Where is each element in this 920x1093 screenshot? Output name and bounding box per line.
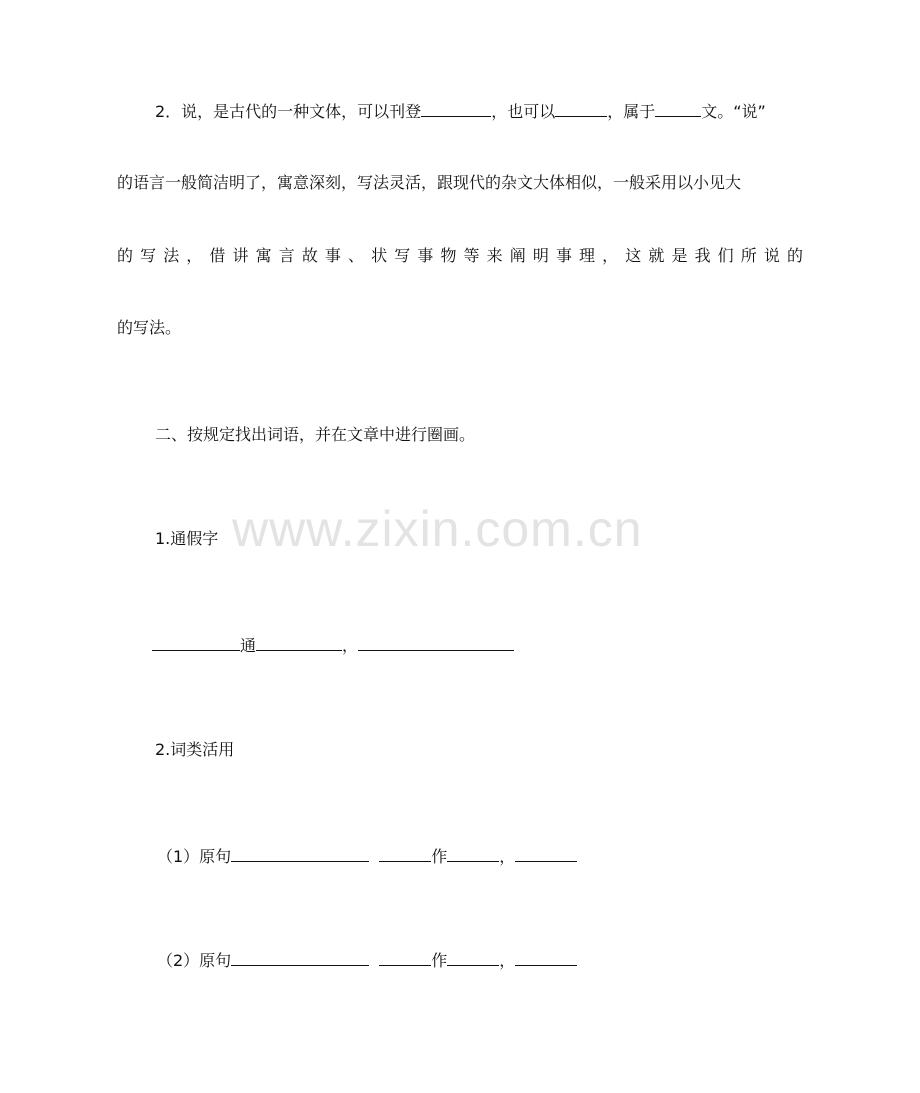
fill-blank-row2-word[interactable] <box>379 950 431 966</box>
para1-line1-text-a: 2．说，是古代的一种文体，可以刊登 <box>155 102 422 121</box>
para1-line1-text-d: 文。“说” <box>701 102 766 121</box>
row2-comma: ， <box>499 951 516 970</box>
para1-line1 <box>155 101 766 122</box>
item1-fill-row <box>152 635 514 656</box>
usage-row-1 <box>157 846 577 867</box>
fill-blank-target-char[interactable] <box>256 635 342 651</box>
fill-blank-row1-sentence[interactable] <box>231 846 369 862</box>
fill-blank-row2-as[interactable] <box>447 950 499 966</box>
fill-blank-row1-word[interactable] <box>379 846 431 862</box>
fill-blank-row1-as[interactable] <box>447 846 499 862</box>
fill-blank-row2-meaning[interactable] <box>515 950 577 966</box>
fill-blank-genre[interactable] <box>655 101 701 117</box>
section2-heading: 二、按规定找出词语，并在文章中进行圈画。 <box>155 425 476 444</box>
fill-blank-original-char[interactable] <box>152 635 240 651</box>
fill-blank-row2-sentence[interactable] <box>231 950 369 966</box>
tong-text: 通 <box>240 636 257 655</box>
comma-text: ， <box>342 636 359 655</box>
row2-label: （2）原句 <box>157 951 232 970</box>
item1-label: 1.通假字 <box>155 529 219 548</box>
row1-comma: ， <box>499 847 516 866</box>
row1-zuo: 作 <box>431 847 448 866</box>
row2-zuo: 作 <box>431 951 448 970</box>
fill-blank-meaning[interactable] <box>358 635 514 651</box>
para1-line4: 的写法。 <box>117 318 182 337</box>
para1-line1-text-c: ，属于 <box>607 102 656 121</box>
fill-blank-publish[interactable] <box>421 101 491 117</box>
fill-blank-also[interactable] <box>555 101 607 117</box>
item2-label: 2.词类活用 <box>155 740 235 759</box>
row1-label: （1）原句 <box>157 847 232 866</box>
usage-row-2 <box>157 950 577 971</box>
para1-line2: 的语言一般简洁明了，寓意深刻，写法灵活，跟现代的杂文大体相似，一般采用以小见大 <box>117 173 742 192</box>
watermark: www.zixin.com.cn <box>232 501 643 557</box>
fill-blank-row1-meaning[interactable] <box>515 846 577 862</box>
para1-line3: 的写法，借讲寓言故事、状写事物等来阐明事理，这就是我们所说的 <box>117 246 803 265</box>
para1-line1-text-b: ，也可以 <box>491 102 556 121</box>
